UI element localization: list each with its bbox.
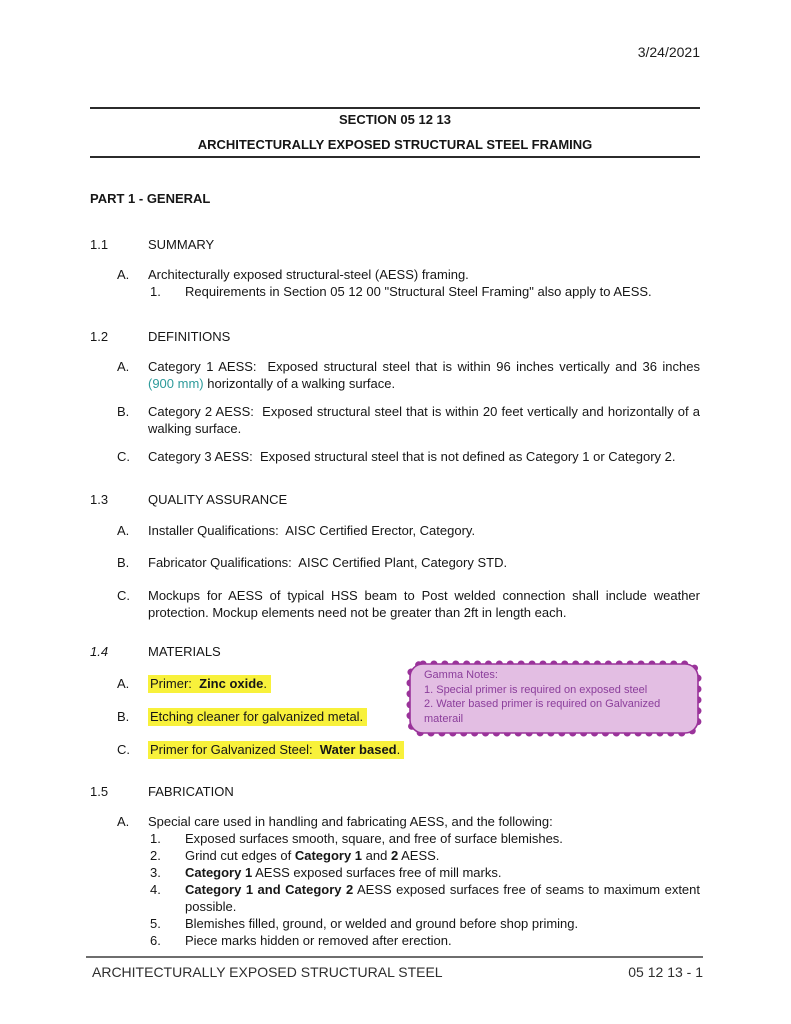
text-run: Piece marks hidden or removed after erection. (185, 933, 452, 948)
subitem-paragraph (185, 915, 700, 932)
text-run: . (396, 742, 401, 757)
item-letter: C. (117, 449, 130, 464)
text-run: Category 1 AESS: Exposed structural steel that is within 96 inches vertically and 36 inches (148, 359, 700, 374)
section-title: MATERIALS (148, 644, 221, 659)
spec-section-quality-assurance (90, 491, 700, 621)
item-body (148, 741, 700, 758)
spec-section-fabrication (90, 783, 700, 949)
note-title: Gamma Notes: (424, 669, 498, 681)
list-item (90, 266, 700, 300)
list-item (90, 403, 700, 437)
subitem-number: 6. (150, 933, 161, 948)
text-run: . (263, 676, 268, 691)
note-line: 1. Special primer is required on exposed steel (424, 683, 648, 696)
item-letter: A. (117, 523, 130, 538)
text-run-bold: Zinc oxide (199, 676, 264, 691)
list-item (90, 587, 700, 621)
text-run-bold: Category 1 (294, 848, 363, 863)
item-letter: B. (117, 404, 130, 419)
list-item (90, 522, 700, 539)
item-letter: A. (117, 359, 130, 374)
section-heading (90, 643, 700, 660)
text-run: Mockups for AESS of typical HSS beam to Post welded connection shall include weather protection. Mockup elements need not be greater than 2ft in length each. (148, 588, 700, 620)
item-letter: C. (117, 742, 130, 757)
metric-conversion: (900 mm) (148, 376, 204, 391)
sub-list-item (148, 915, 700, 932)
section-number: 1.5 (90, 784, 109, 799)
text-run: Primer for Galvanized Steel: (150, 742, 320, 757)
spec-section-summary (90, 236, 700, 300)
section-number: 1.3 (90, 492, 109, 507)
section-title: SUMMARY (148, 237, 215, 252)
subitem-number: 3. (150, 865, 161, 880)
text-run: Grind cut edges of (185, 848, 295, 863)
document-title: ARCHITECTURALLY EXPOSED STRUCTURAL STEEL FRAMING (197, 137, 593, 152)
highlighted-text (148, 741, 404, 759)
highlighted-text (148, 675, 271, 693)
section-number: 1.1 (90, 237, 109, 252)
text-run: AESS exposed surfaces free of mill marks. (252, 865, 502, 880)
item-paragraph (148, 813, 700, 830)
item-letter: A. (117, 814, 130, 829)
item-letter: A. (117, 267, 130, 282)
text-run: Category 3 AESS: Exposed structural steel that is not defined as Category 1 or Category 2. (148, 449, 676, 464)
item-letter: A. (117, 676, 130, 691)
list-item (90, 358, 700, 392)
subitem-paragraph (185, 881, 700, 915)
item-body (148, 358, 700, 392)
text-run: Architecturally exposed structural-steel (AESS) framing. (148, 267, 469, 282)
item-paragraph (148, 741, 700, 758)
subitem-number: 5. (150, 916, 161, 931)
list-item (90, 554, 700, 571)
list-item (90, 741, 700, 758)
document-date: 3/24/2021 (637, 44, 700, 60)
subitem-paragraph (185, 830, 700, 847)
highlighted-text (148, 708, 367, 726)
item-body (148, 587, 700, 621)
text-run-bold: Water based (319, 742, 397, 757)
text-run: Fabricator Qualifications: AISC Certified Plant, Category STD. (148, 555, 508, 570)
text-run: Requirements in Section 05 12 00 "Structural Steel Framing" also apply to AESS. (185, 284, 652, 299)
item-letter: B. (117, 709, 130, 724)
section-title: FABRICATION (148, 784, 234, 799)
item-body (148, 403, 700, 437)
subitem-paragraph (185, 932, 700, 949)
footer-page-number: 05 12 13 - 1 (628, 964, 703, 980)
text-run: Primer: (150, 676, 200, 691)
sub-list-item (148, 864, 700, 881)
text-run: horizontally of a walking surface. (203, 376, 396, 391)
section-title: DEFINITIONS (148, 329, 231, 344)
note-text (424, 668, 691, 726)
sub-list-item (148, 881, 700, 915)
text-run: Installer Qualifications: AISC Certified Erector, Category. (148, 523, 476, 538)
text-run: Etching cleaner for galvanized metal. (150, 709, 364, 724)
text-run: and (362, 848, 391, 863)
spec-section-definitions (90, 328, 700, 465)
sub-list-item (148, 830, 700, 847)
section-number: 1.4 (90, 644, 109, 659)
footer-section-name: ARCHITECTURALLY EXPOSED STRUCTURAL STEEL (92, 964, 443, 980)
text-run: Special care used in handling and fabricating AESS, and the following: (148, 814, 553, 829)
text-run-bold: Category 1 and Category 2 (185, 882, 354, 897)
item-body (148, 554, 700, 571)
sub-list-item (148, 847, 700, 864)
subitem-number: 1. (150, 831, 161, 846)
subitem-number: 4. (150, 882, 161, 897)
section-number-heading: SECTION 05 12 13 (339, 112, 451, 127)
title-block (90, 107, 700, 158)
item-paragraph (148, 448, 700, 465)
section-heading (90, 491, 700, 508)
item-body (148, 813, 700, 949)
item-paragraph (148, 554, 700, 571)
subitem-paragraph (185, 283, 700, 300)
text-run: AESS exposed surfaces free of seams to maximum extent possible. (185, 882, 700, 914)
item-paragraph (148, 522, 700, 539)
text-run: AESS. (398, 848, 440, 863)
text-run: Blemishes filled, ground, or welded and ground before shop priming. (185, 916, 579, 931)
item-body (148, 266, 700, 300)
part-heading: PART 1 - GENERAL (90, 191, 211, 206)
item-paragraph (148, 358, 700, 392)
text-run: Category 2 AESS: Exposed structural steel that is within 20 feet vertically and horizontally of a walking surface. (148, 404, 700, 436)
item-paragraph (148, 587, 700, 621)
section-title: QUALITY ASSURANCE (148, 492, 288, 507)
text-run: Exposed surfaces smooth, square, and free of surface blemishes. (185, 831, 563, 846)
subitem-paragraph (185, 847, 700, 864)
sub-list-item (148, 283, 700, 300)
item-body (148, 522, 700, 539)
item-letter: B. (117, 555, 130, 570)
gamma-note-box (405, 659, 703, 738)
page-footer (86, 956, 703, 980)
subitem-number: 1. (150, 284, 161, 299)
subitem-number: 2. (150, 848, 161, 863)
item-paragraph (148, 266, 700, 283)
section-heading (90, 783, 700, 800)
item-paragraph (148, 403, 700, 437)
text-run-bold: 2 (390, 848, 399, 863)
section-heading (90, 328, 700, 345)
text-run-bold: Category 1 (185, 865, 253, 880)
list-item (90, 448, 700, 465)
item-body (148, 448, 700, 465)
note-line: 2. Water based primer is required on Galvanized materail (424, 698, 661, 725)
sub-list-item (148, 932, 700, 949)
item-letter: C. (117, 588, 130, 603)
section-heading (90, 236, 700, 253)
section-number: 1.2 (90, 329, 109, 344)
list-item (90, 813, 700, 949)
subitem-paragraph (185, 864, 700, 881)
